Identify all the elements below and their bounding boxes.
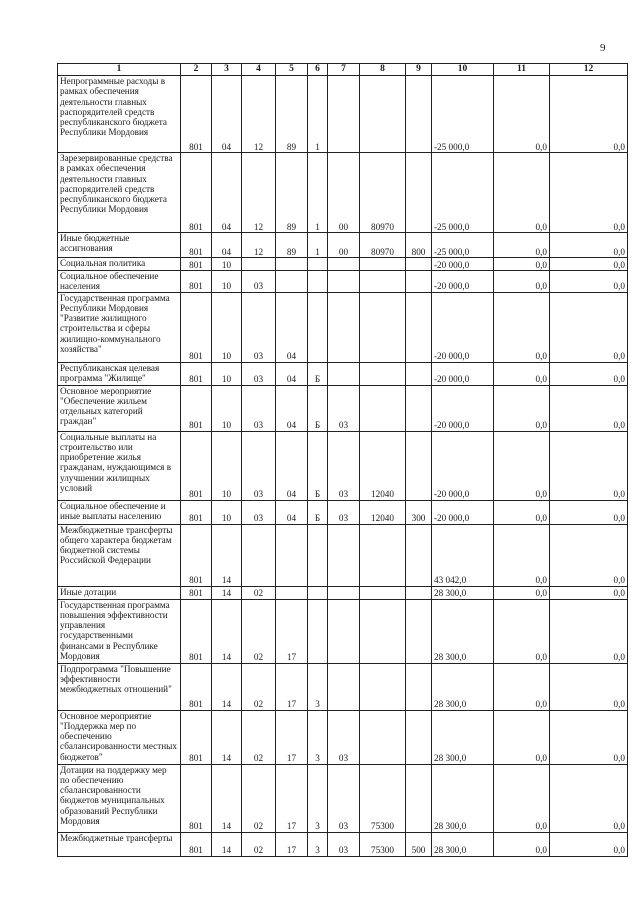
column-header: 5: [276, 64, 308, 76]
cell-c5: 17: [276, 599, 308, 663]
cell-c12: 0,0: [550, 153, 628, 233]
cell-c7: 00: [328, 233, 360, 258]
cell-c12: 0,0: [550, 586, 628, 599]
cell-c7: 03: [328, 500, 360, 524]
column-header: 1: [58, 64, 181, 76]
cell-c3: 10: [212, 271, 242, 293]
row-name-cell: Основное мероприятие "Поддержка мер по обеспечению сбалансированности местных бюджетов": [58, 710, 181, 764]
cell-c11: 0,0: [494, 832, 550, 856]
cell-c6: [308, 524, 328, 586]
cell-c5: 04: [276, 500, 308, 524]
cell-c10: 43 042,0: [432, 524, 494, 586]
cell-c9: 800: [406, 233, 432, 258]
cell-c12: 0,0: [550, 663, 628, 710]
cell-c12: 0,0: [550, 258, 628, 271]
row-name-cell: Государственная программа повышения эффективности управления государственными финансами в Республике Мордовия: [58, 599, 181, 663]
column-header: 8: [360, 64, 406, 76]
cell-c9: [406, 385, 432, 431]
cell-c11: 0,0: [494, 76, 550, 153]
cell-c6: Б: [308, 385, 328, 431]
cell-c3: 10: [212, 500, 242, 524]
cell-c9: 300: [406, 500, 432, 524]
cell-c4: 12: [242, 233, 276, 258]
table-header-row: [58, 64, 628, 76]
cell-c2: 801: [181, 292, 212, 362]
cell-c5: 89: [276, 76, 308, 153]
cell-c4: [242, 524, 276, 586]
cell-c11: 0,0: [494, 271, 550, 293]
cell-c5: 17: [276, 832, 308, 856]
cell-c3: 14: [212, 663, 242, 710]
cell-c10: -20 000,0: [432, 385, 494, 431]
cell-c4: 02: [242, 663, 276, 710]
cell-c4: [242, 258, 276, 271]
cell-c3: 10: [212, 385, 242, 431]
cell-c4: 03: [242, 500, 276, 524]
cell-c11: 0,0: [494, 710, 550, 764]
cell-c2: 801: [181, 76, 212, 153]
cell-c11: 0,0: [494, 663, 550, 710]
cell-c10: 28 300,0: [432, 599, 494, 663]
cell-c10: 28 300,0: [432, 586, 494, 599]
cell-c12: 0,0: [550, 710, 628, 764]
cell-c2: 801: [181, 599, 212, 663]
table-row: [58, 258, 628, 271]
cell-c11: 0,0: [494, 233, 550, 258]
cell-c8: 80970: [360, 153, 406, 233]
column-header: 4: [242, 64, 276, 76]
cell-c3: 04: [212, 76, 242, 153]
cell-c2: 801: [181, 233, 212, 258]
cell-c6: 1: [308, 153, 328, 233]
cell-c10: -20 000,0: [432, 258, 494, 271]
cell-c9: [406, 258, 432, 271]
column-header: 11: [494, 64, 550, 76]
cell-c2: 801: [181, 663, 212, 710]
cell-c6: 3: [308, 710, 328, 764]
cell-c3: 04: [212, 153, 242, 233]
row-name-cell: Межбюджетные трансферты общего характера бюджетам бюджетной системы Российской Федерации: [58, 524, 181, 586]
cell-c9: [406, 710, 432, 764]
cell-c7: [328, 663, 360, 710]
cell-c7: 03: [328, 832, 360, 856]
cell-c10: 28 300,0: [432, 832, 494, 856]
table-row: [58, 599, 628, 663]
cell-c4: 02: [242, 832, 276, 856]
budget-table: [57, 63, 628, 857]
cell-c3: 14: [212, 586, 242, 599]
cell-c6: Б: [308, 431, 328, 500]
cell-c12: 0,0: [550, 500, 628, 524]
cell-c12: 0,0: [550, 832, 628, 856]
cell-c3: 04: [212, 233, 242, 258]
table-row: [58, 362, 628, 385]
row-name-cell: Социальное обеспечение населения: [58, 271, 181, 293]
cell-c11: 0,0: [494, 431, 550, 500]
row-name-cell: Основное мероприятие "Обеспечение жильем отдельных категорий граждан": [58, 385, 181, 431]
cell-c9: [406, 663, 432, 710]
cell-c8: [360, 258, 406, 271]
row-name-cell: Иные бюджетные ассигнования: [58, 233, 181, 258]
cell-c6: [308, 292, 328, 362]
cell-c11: 0,0: [494, 586, 550, 599]
cell-c11: 0,0: [494, 599, 550, 663]
cell-c5: 04: [276, 385, 308, 431]
cell-c6: 3: [308, 663, 328, 710]
row-name-cell: Иные дотации: [58, 586, 181, 599]
cell-c9: [406, 76, 432, 153]
cell-c10: -25 000,0: [432, 76, 494, 153]
row-name-cell: Дотации на поддержку мер по обеспечению сбалансированности бюджетов муниципальных образований Республики Мордовия: [58, 764, 181, 832]
cell-c4: 03: [242, 362, 276, 385]
row-name-cell: Социальное обеспечение и иные выплаты населению: [58, 500, 181, 524]
cell-c8: 75300: [360, 764, 406, 832]
table-row: [58, 233, 628, 258]
cell-c4: 12: [242, 153, 276, 233]
cell-c8: [360, 586, 406, 599]
cell-c11: 0,0: [494, 292, 550, 362]
cell-c7: 03: [328, 431, 360, 500]
cell-c7: [328, 292, 360, 362]
cell-c7: 03: [328, 764, 360, 832]
cell-c8: [360, 292, 406, 362]
cell-c6: Б: [308, 500, 328, 524]
table-row: [58, 524, 628, 586]
cell-c6: 1: [308, 233, 328, 258]
cell-c12: 0,0: [550, 271, 628, 293]
cell-c9: [406, 764, 432, 832]
cell-c9: [406, 431, 432, 500]
cell-c2: 801: [181, 153, 212, 233]
table-row: [58, 586, 628, 599]
column-header: 6: [308, 64, 328, 76]
cell-c5: 04: [276, 431, 308, 500]
cell-c2: 801: [181, 258, 212, 271]
cell-c5: [276, 586, 308, 599]
cell-c10: 28 300,0: [432, 663, 494, 710]
cell-c11: 0,0: [494, 500, 550, 524]
cell-c7: [328, 524, 360, 586]
cell-c6: [308, 271, 328, 293]
cell-c8: [360, 599, 406, 663]
cell-c6: 1: [308, 76, 328, 153]
cell-c7: 03: [328, 385, 360, 431]
cell-c10: -25 000,0: [432, 233, 494, 258]
table-row: [58, 500, 628, 524]
table-row: [58, 832, 628, 856]
table-row: [58, 764, 628, 832]
cell-c6: 3: [308, 832, 328, 856]
cell-c3: 10: [212, 362, 242, 385]
cell-c11: 0,0: [494, 153, 550, 233]
cell-c12: 0,0: [550, 76, 628, 153]
cell-c12: 0,0: [550, 764, 628, 832]
cell-c5: 89: [276, 153, 308, 233]
cell-c9: [406, 599, 432, 663]
column-header: 3: [212, 64, 242, 76]
column-header: 12: [550, 64, 628, 76]
cell-c8: 80970: [360, 233, 406, 258]
cell-c7: [328, 271, 360, 293]
cell-c10: -20 000,0: [432, 362, 494, 385]
cell-c3: 14: [212, 832, 242, 856]
cell-c2: 801: [181, 385, 212, 431]
cell-c3: 10: [212, 292, 242, 362]
table-row: [58, 710, 628, 764]
cell-c8: [360, 710, 406, 764]
cell-c5: 04: [276, 362, 308, 385]
cell-c3: 10: [212, 431, 242, 500]
table-row: [58, 431, 628, 500]
cell-c9: [406, 362, 432, 385]
cell-c8: 75300: [360, 832, 406, 856]
cell-c9: [406, 153, 432, 233]
table-row: [58, 271, 628, 293]
cell-c12: 0,0: [550, 385, 628, 431]
cell-c8: [360, 663, 406, 710]
cell-c4: 02: [242, 764, 276, 832]
table-row: [58, 153, 628, 233]
cell-c9: [406, 524, 432, 586]
cell-c2: 801: [181, 500, 212, 524]
cell-c8: [360, 271, 406, 293]
cell-c7: 00: [328, 153, 360, 233]
cell-c3: 14: [212, 524, 242, 586]
cell-c3: 14: [212, 599, 242, 663]
table-row: [58, 292, 628, 362]
cell-c10: -20 000,0: [432, 431, 494, 500]
cell-c10: 28 300,0: [432, 710, 494, 764]
cell-c2: 801: [181, 832, 212, 856]
cell-c4: 02: [242, 599, 276, 663]
cell-c8: 12040: [360, 431, 406, 500]
cell-c2: 801: [181, 431, 212, 500]
cell-c10: -20 000,0: [432, 500, 494, 524]
cell-c5: 04: [276, 292, 308, 362]
row-name-cell: Государственная программа Республики Мордовия "Развитие жилищного строительства и сферы жилищно-коммунального хозяйства": [58, 292, 181, 362]
cell-c12: 0,0: [550, 524, 628, 586]
cell-c11: 0,0: [494, 362, 550, 385]
cell-c4: 03: [242, 292, 276, 362]
table-row: [58, 76, 628, 153]
row-name-cell: Непрограммные расходы в рамках обеспечения деятельности главных распорядителей средств республиканского бюджета Республики Мордовия: [58, 76, 181, 153]
cell-c6: Б: [308, 362, 328, 385]
cell-c7: [328, 599, 360, 663]
cell-c4: 02: [242, 710, 276, 764]
cell-c9: 500: [406, 832, 432, 856]
cell-c7: [328, 258, 360, 271]
table-row: [58, 663, 628, 710]
cell-c11: 0,0: [494, 385, 550, 431]
cell-c8: [360, 524, 406, 586]
cell-c7: [328, 362, 360, 385]
row-name-cell: Социальные выплаты на строительство или приобретение жилья гражданам, нуждающимся в улучшении жилищных условий: [58, 431, 181, 500]
page-number: 9: [600, 42, 606, 54]
cell-c10: 28 300,0: [432, 764, 494, 832]
cell-c5: 17: [276, 710, 308, 764]
cell-c8: [360, 76, 406, 153]
cell-c2: 801: [181, 271, 212, 293]
cell-c8: [360, 385, 406, 431]
cell-c6: [308, 586, 328, 599]
cell-c12: 0,0: [550, 233, 628, 258]
cell-c8: 12040: [360, 500, 406, 524]
cell-c7: 03: [328, 710, 360, 764]
cell-c5: 17: [276, 764, 308, 832]
cell-c10: -20 000,0: [432, 271, 494, 293]
cell-c10: -25 000,0: [432, 153, 494, 233]
cell-c4: 12: [242, 76, 276, 153]
column-header: 9: [406, 64, 432, 76]
row-name-cell: Республиканская целевая программа "Жилище": [58, 362, 181, 385]
cell-c4: 03: [242, 431, 276, 500]
cell-c5: [276, 258, 308, 271]
row-name-cell: Межбюджетные трансферты: [58, 832, 181, 856]
cell-c2: 801: [181, 710, 212, 764]
cell-c5: 17: [276, 663, 308, 710]
cell-c11: 0,0: [494, 258, 550, 271]
cell-c12: 0,0: [550, 599, 628, 663]
column-header: 2: [181, 64, 212, 76]
cell-c11: 0,0: [494, 524, 550, 586]
cell-c3: 14: [212, 710, 242, 764]
cell-c5: 89: [276, 233, 308, 258]
cell-c4: 02: [242, 586, 276, 599]
cell-c4: 03: [242, 385, 276, 431]
row-name-cell: Подпрограмма "Повышение эффективности межбюджетных отношений": [58, 663, 181, 710]
row-name-cell: Социальная политика: [58, 258, 181, 271]
cell-c12: 0,0: [550, 431, 628, 500]
cell-c9: [406, 292, 432, 362]
cell-c2: 801: [181, 764, 212, 832]
cell-c7: [328, 76, 360, 153]
cell-c2: 801: [181, 524, 212, 586]
cell-c7: [328, 586, 360, 599]
row-name-cell: Зарезервированные средства в рамках обеспечения деятельности главных распорядителей средств республиканского бюджета Республики Мордовия: [58, 153, 181, 233]
cell-c9: [406, 271, 432, 293]
cell-c4: 03: [242, 271, 276, 293]
cell-c3: 10: [212, 258, 242, 271]
cell-c12: 0,0: [550, 362, 628, 385]
cell-c11: 0,0: [494, 764, 550, 832]
cell-c6: 3: [308, 764, 328, 832]
cell-c5: [276, 524, 308, 586]
cell-c6: [308, 258, 328, 271]
column-header: 7: [328, 64, 360, 76]
cell-c3: 14: [212, 764, 242, 832]
cell-c6: [308, 599, 328, 663]
cell-c5: [276, 271, 308, 293]
cell-c2: 801: [181, 362, 212, 385]
cell-c9: [406, 586, 432, 599]
cell-c12: 0,0: [550, 292, 628, 362]
column-header: 10: [432, 64, 494, 76]
cell-c2: 801: [181, 586, 212, 599]
cell-c8: [360, 362, 406, 385]
cell-c10: -20 000,0: [432, 292, 494, 362]
table-row: [58, 385, 628, 431]
